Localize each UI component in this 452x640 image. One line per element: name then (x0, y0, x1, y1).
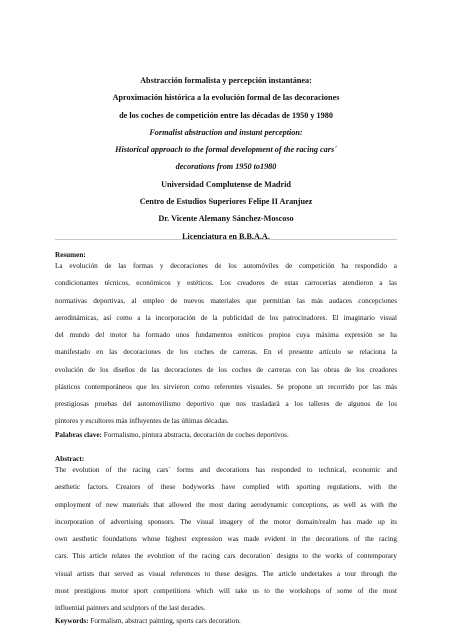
english-title-line: decorations from 1950 to1980 (175, 162, 277, 172)
resumen-line: prestigiosas pruebas del automovilismo deportivo que nos trasladará a los talleres de algunos de los (55, 400, 397, 408)
abstract-line: influential painters and sculptors of the last decades. (55, 604, 206, 612)
keywords-label: Keywords: (55, 617, 89, 625)
resumen-line: normativas deportivas, al empleo de nuevos materiales que permitían las más audaces concepciones (55, 296, 397, 305)
resumen-body (55, 258, 397, 431)
title-line: Aproximación histórica a la evolución formal de las decoraciones (112, 93, 340, 103)
resumen-line: aerodinámicas, así como a la incorporación de la publicidad de los patrocinadores. El imaginario visual (55, 313, 397, 322)
abstract-line: cars. This article relates the evolution of the racing cars decoration´ designs to the works of contemporary (55, 552, 397, 561)
resumen-line: condicionantes técnicos, económicos y estéticos. Los creadores de estas carrocerías atendieron a las (55, 279, 397, 288)
university-name: Universidad Complutense de Madrid (161, 179, 291, 189)
palabras-clave (55, 430, 289, 440)
abstract-line: most prestigious motor sport competitions which will take us to the workshops of some of the most (55, 586, 397, 595)
abstract-line: own aesthetic foundations whose highest expression was made evident in the decorations of the racing (55, 535, 397, 543)
english-title-line: Formalist abstraction and instant perception: (149, 127, 303, 137)
abstract-line: incorporation of advertising sponsors. The visual imagery of the motor domain/realm has made up its (55, 517, 397, 526)
degree-name: Licenciatura en B.B.A.A. (182, 231, 270, 241)
center-name: Centro de Estudios Superiores Felipe II Aranjuez (139, 197, 313, 207)
keywords (55, 616, 241, 626)
resumen-line: del mundo del motor ha formado unos fundamentos estéticos propios cuya máxima expresión se ha (55, 331, 397, 339)
section-divider (55, 239, 397, 240)
abstract-heading: Abstract: (55, 455, 85, 463)
abstract-line: The evolution of the racing cars´ forms and decorations has responded to technical, economic and (55, 466, 397, 474)
abstract-line: visual artists that served as visual references to these designs. The article undertakes a tour through the (55, 569, 397, 578)
english-title-line: Historical approach to the formal development of the racing cars´ (115, 145, 337, 155)
palabras-clave-text: Formalismo, pintura abstracta, decoración de coches deportivos. (103, 431, 289, 439)
paper-page (55, 0, 397, 640)
keywords-text: Formalism, abstract painting, sports cars decoration. (90, 617, 241, 625)
palabras-clave-label: Palabras clave: (55, 431, 102, 439)
resumen-line: plásticos contemporáneos que les sirvieron como referentes visuales. Se propone un recorrido por las más (55, 382, 397, 391)
abstract-line: employment of new materials that allowed the most daring aerodynamic conceptions, as well as with the (55, 500, 397, 509)
abstract-line: aesthetic factors. Creators of these bodyworks have complied with sporting regulations, with the (55, 483, 397, 492)
title-line: Abstracción formalista y percepción instantánea: (140, 76, 312, 85)
author-name: Dr. Vicente Alemany Sánchez-Moscoso (158, 214, 294, 224)
abstract-body (55, 462, 397, 617)
resumen-line: La evolución de las formas y decoraciones de los automóviles de competición ha respondido a (55, 262, 397, 270)
resumen-line: manifestado en las decoraciones de los coches de carreras. En el presente artículo se relaciona la (55, 348, 397, 357)
resumen-line: pintores y escultores más influyentes de las últimas décadas. (55, 417, 229, 426)
resumen-heading: Resumen: (55, 251, 86, 259)
title-line: de los coches de competición entre las décadas de 1950 y 1980 (119, 110, 333, 120)
title-block (55, 72, 397, 245)
resumen-line: evolución de los diseños de las decoraciones de los coches de carreras con las obras de los creadores (55, 365, 397, 374)
